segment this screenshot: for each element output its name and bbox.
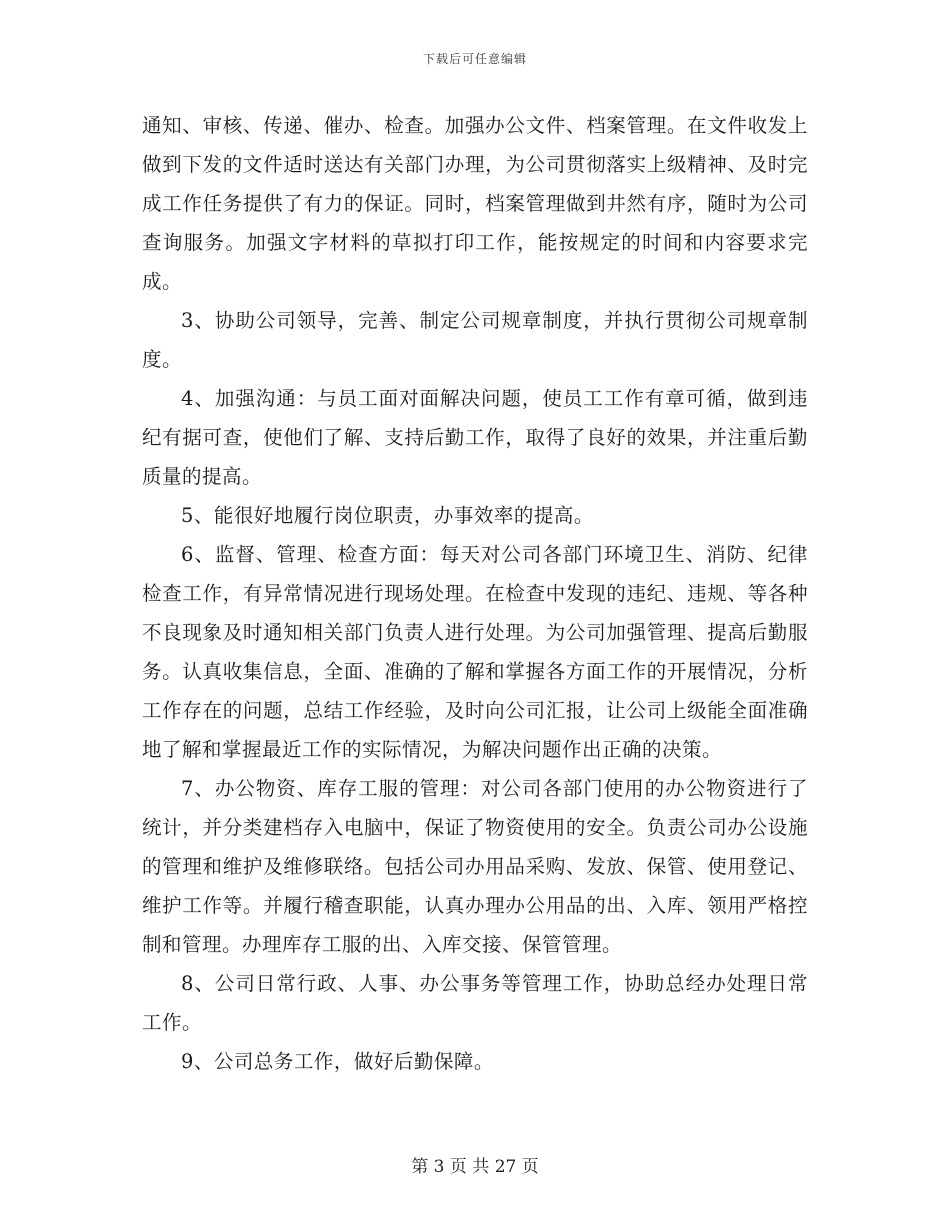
paragraph-item-5: 5、能很好地履行岗位职责，办事效率的提高。 [181, 504, 594, 527]
paragraph-item-9: 9、公司总务工作，做好后勤保障。 [181, 1050, 494, 1073]
paragraph-continuation: 通知、审核、传递、催办、检查。加强办公文件、档案管理。在文件收发上做到下发的文件适时送达有关部门办理，为公司贯彻落实上级精神、及时完成工作任务提供了有力的保证。同时，档案管理做到井然有序，随时为公司查询服务。加强文字材料的草拟打印工作，能按规定的时间和内容要求完成。 [142, 114, 808, 293]
page-header-note: 下载后可任意编辑 [422, 52, 527, 66]
paragraph-item-7: 7、办公物资、库存工服的管理：对公司各部门使用的办公物资进行了统计，并分类建档存入电脑中，保证了物资使用的安全。负责公司办公设施的管理和维护及维修联络。包括公司办用品采购、发放、保管、使用登记、维护工作等。并履行稽查职能，认真办理办公用品的出、入库、领用严格控制和管理。办理库存工服的出、入库交接、保管管理。 [142, 777, 808, 956]
paragraph-item-4: 4、加强沟通：与员工面对面解决问题，使员工工作有章可循，做到违纪有据可查，使他们了解、支持后勤工作，取得了良好的效果，并注重后勤质量的提高。 [142, 387, 808, 488]
paragraph-item-8: 8、公司日常行政、人事、办公事务等管理工作，协助总经办处理日常工作。 [142, 972, 808, 1034]
paragraph-item-3: 3、协助公司领导，完善、制定公司规章制度，并执行贯彻公司规章制度。 [142, 309, 808, 371]
page-number-footer: 第 3 页 共 27 页 [411, 1157, 539, 1177]
document-body [142, 106, 808, 1081]
paragraph-item-6: 6、监督、管理、检查方面：每天对公司各部门环境卫生、消防、纪律检查工作，有异常情况进行现场处理。在检查中发现的违纪、违规、等各种不良现象及时通知相关部门负责人进行处理。为公司加强管理、提高后勤服务。认真收集信息，全面、准确的了解和掌握各方面工作的开展情况，分析工作存在的问题，总结工作经验，及时向公司汇报，让公司上级能全面准确地了解和掌握最近工作的实际情况，为解决问题作出正确的决策。 [142, 543, 808, 761]
